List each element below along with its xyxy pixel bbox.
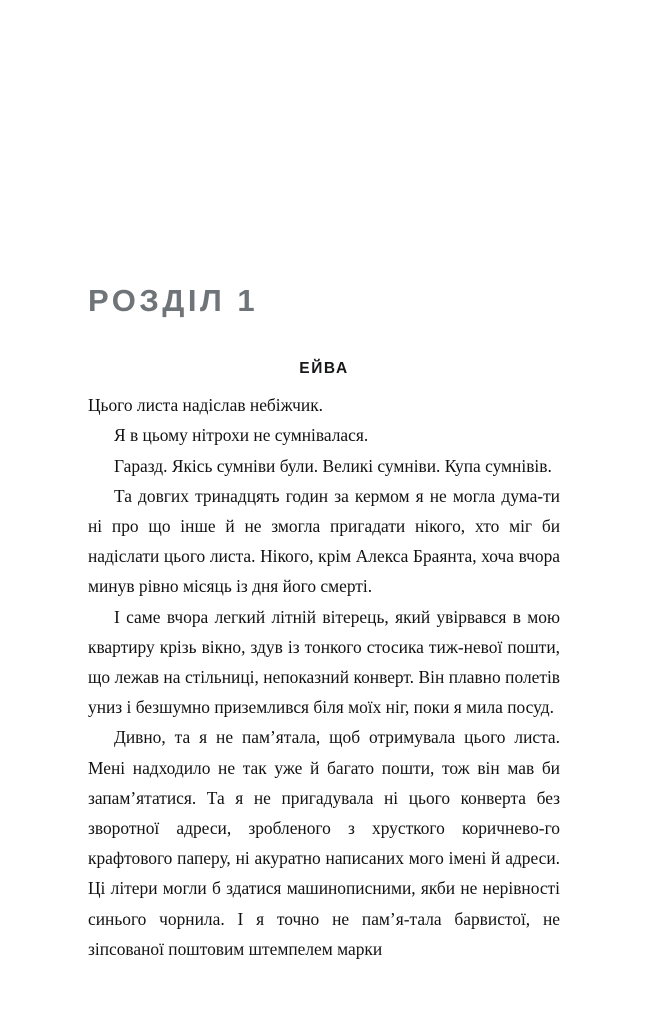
paragraph: І саме вчора легкий літній вітерець, який увірвався в мою квартиру крізь вікно, здув із тонкого стосика тиж-невої пошти, що лежав на стільниці, непоказний конверт. Він плавно полетів униз і безшумно приземлився біля моїх ніг, поки я мила посуд.	[88, 606, 560, 718]
chapter-heading: РОЗДІЛ 1	[88, 283, 259, 318]
paragraph: Та довгих тринадцять годин за кермом я не могла дума-ти ні про що інше й не змогла пригадати нікого, хто міг би надіслати цього листа. Нікого, крім Алекса Браянта, хоча вчора минув рівно місяць із дня його смерті.	[88, 485, 560, 597]
section-label: ЕЙВА	[299, 360, 349, 378]
body-text	[88, 378, 560, 964]
paragraph: Я в цьому нітрохи не сумнівалася.	[114, 425, 369, 446]
paragraph: Цього листа надіслав небіжчик.	[88, 395, 324, 416]
paragraph: Гаразд. Якісь сумніви були. Великі сумніви. Купа сумнівів.	[114, 455, 552, 476]
paragraph: Дивно, та я не пам’ятала, щоб отримувала цього листа. Мені надходило не так уже й багато пошти, тож він мав би запам’ятатися. Та я не пригадувала ні цього конверта без зворотної адреси, зробленого з хрусткого коричнево-го крафтового паперу, ні акуратно написаних мого імені й адреси. Ці літери могли б здатися машинописними, якби не нерівності синього чорнила. І я точно не пам’я-тала барвистої, не зіпсованої поштовим штемпелем марки	[88, 727, 560, 959]
